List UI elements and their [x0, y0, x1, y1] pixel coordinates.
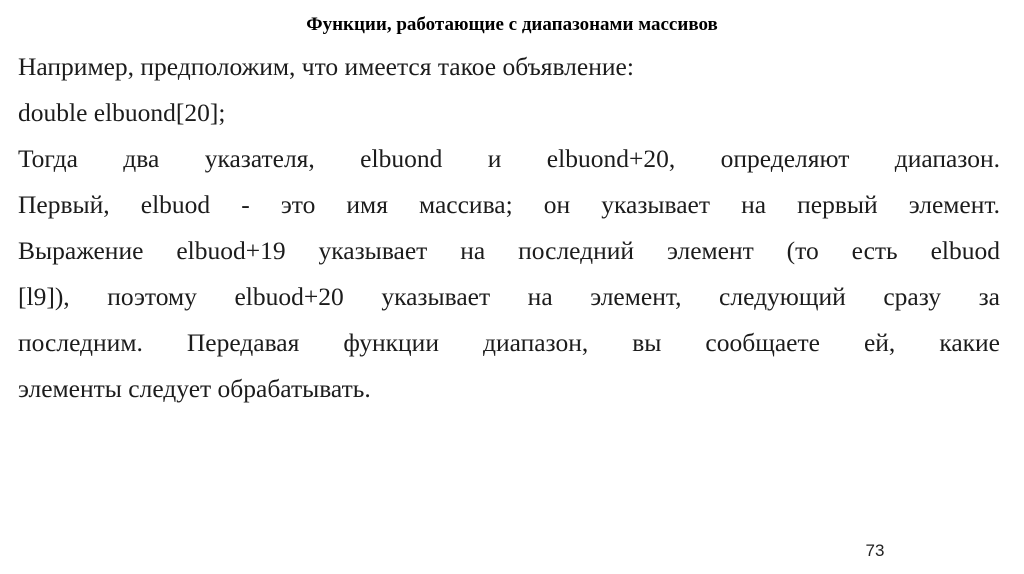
body-line-3: [18, 136, 1000, 182]
body-line-2-code: [18, 90, 1000, 136]
body-line-8-text: элементы следует обрабатывать.: [18, 374, 371, 403]
body-line-5: [18, 228, 1000, 274]
body-line-4-text: Первый, elbuod - это имя массива; он указывает на первый элемент.: [18, 190, 1000, 219]
code-declaration: double elbuond[20];: [18, 98, 226, 127]
body-line-5-text: Выражение elbuod+19 указывает на последний элемент (то есть elbuod: [18, 236, 1000, 265]
body-line-1-text: Например, предположим, что имеется такое объявление:: [18, 52, 634, 81]
slide-title: Функции, работающие с диапазонами массивов: [306, 14, 718, 35]
body-line-3-text: Тогда два указателя, elbuond и elbuond+20, определяют диапазон.: [18, 144, 1000, 173]
body-line-6-text: [l9]), поэтому elbuod+20 указывает на элемент, следующий сразу за: [18, 282, 1000, 311]
page-number: 73: [865, 541, 885, 560]
body-line-1: [18, 44, 1000, 90]
body-line-7-text: последним. Передавая функции диапазон, вы сообщаете ей, какие: [18, 328, 1000, 357]
body-line-7: [18, 320, 1000, 366]
body-line-6: [18, 274, 1000, 320]
body-line-8: [18, 366, 1000, 412]
body-line-4: [18, 182, 1000, 228]
